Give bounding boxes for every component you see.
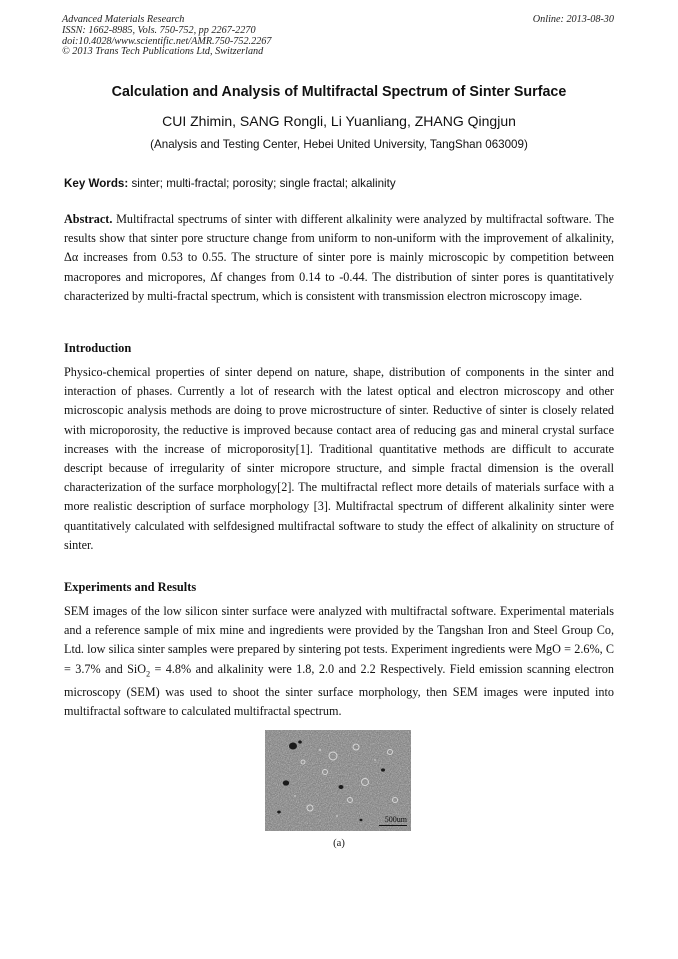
keywords-label: Key Words: [64, 177, 129, 190]
sem-image [265, 730, 411, 831]
abstract-label: Abstract. [64, 212, 113, 226]
keywords [64, 177, 396, 190]
online-date: Online: 2013-08-30 [532, 14, 614, 25]
experiments-text-1: SEM images of the low silicon sinter surface were analyzed with multifractal software. Experimental materials and a reference sample of mix mine and ingredients were provided by the Tangshan Iron and Steel Group Co, Ltd. low silica sinter samples were prepared by sintering pot tests. Experiment ingredients were MgO = 2.6%, C = 3.7% and SiO [64, 604, 614, 676]
experiments-paragraph [64, 602, 614, 722]
author-list: CUI Zhimin, SANG Rongli, Li Yuanliang, ZHANG Qingjun [162, 113, 516, 129]
introduction-heading: Introduction [64, 341, 132, 355]
scale-bar-label: 500um [384, 815, 407, 824]
keywords-text: sinter; multi-fractal; porosity; single fractal; alkalinity [128, 177, 396, 190]
affiliation: (Analysis and Testing Center, Hebei United University, TangShan 063009) [150, 138, 528, 151]
abstract-paragraph [64, 210, 614, 306]
subscript-2: 2 [146, 669, 151, 679]
introduction-paragraph: Physico-chemical properties of sinter depend on nature, shape, distribution of components in the sinter and interaction of phases. Currently a lot of research with the latest optical and electron microscopy and other microscopic analysis methods are doing to prove microstructure of sinter. Reductive of sinter is closely related with microporosity, the reductive is improved because contact area of reducing gas and mineral crystal surface increases with the increase of microporosity[1]. Traditional quantitative methods are difficult to accurate descript because of irregularity of sinter micropore structure, and simple fractal dimension is the overall characterization of the surface morphology[2]. The multifractal reflect more details of materials surface with a more realistic description of surface morphology [3]. Multifractal spectrum of different alkalinity sinter were quantitatively calculated with selfdesigned multifractal software to study the effect of alkalinity on structure of sinter. [64, 365, 614, 552]
doi-line: doi:10.4028/www.scientific.net/AMR.750-752.2267 [62, 35, 272, 47]
paper-title: Calculation and Analysis of Multifractal Spectrum of Sinter Surface [111, 84, 567, 100]
copyright-line: © 2013 Trans Tech Publications Ltd, Switzerland [62, 46, 264, 58]
scale-bar [379, 825, 407, 827]
experiments-heading: Experiments and Results [64, 580, 197, 594]
abstract-text: Multifractal spectrums of sinter with different alkalinity were analyzed by multifractal software. The results show that sinter pore structure change from uniform to non-uniform with the improvement of alkalinity, Δα increases from 0.53 to 0.55. The structure of sinter pore is mainly microscopic by competition between macropores and micropores, Δf changes from 0.14 to -0.44. The distribution of sinter pores is quantitatively characterized by multi-fractal spectrum, which is consistent with transmission electron microscopy image. [64, 212, 614, 303]
issn-line: ISSN: 1662-8985, Vols. 750-752, pp 2267-2270 [62, 24, 256, 36]
experiments-text-2: = 4.8% and alkalinity were 1.8, 2.0 and 2.2 Respectively. Field emission scanning electron microscopy (SEM) was used to shoot the sinter surface morphology, then SEM images were inputed into multifractal software to calculated multifractal spectrum. [64, 661, 614, 719]
journal-header [62, 15, 271, 58]
figure-caption: (a) [333, 838, 345, 849]
journal-name: Advanced Materials Research [62, 14, 185, 25]
